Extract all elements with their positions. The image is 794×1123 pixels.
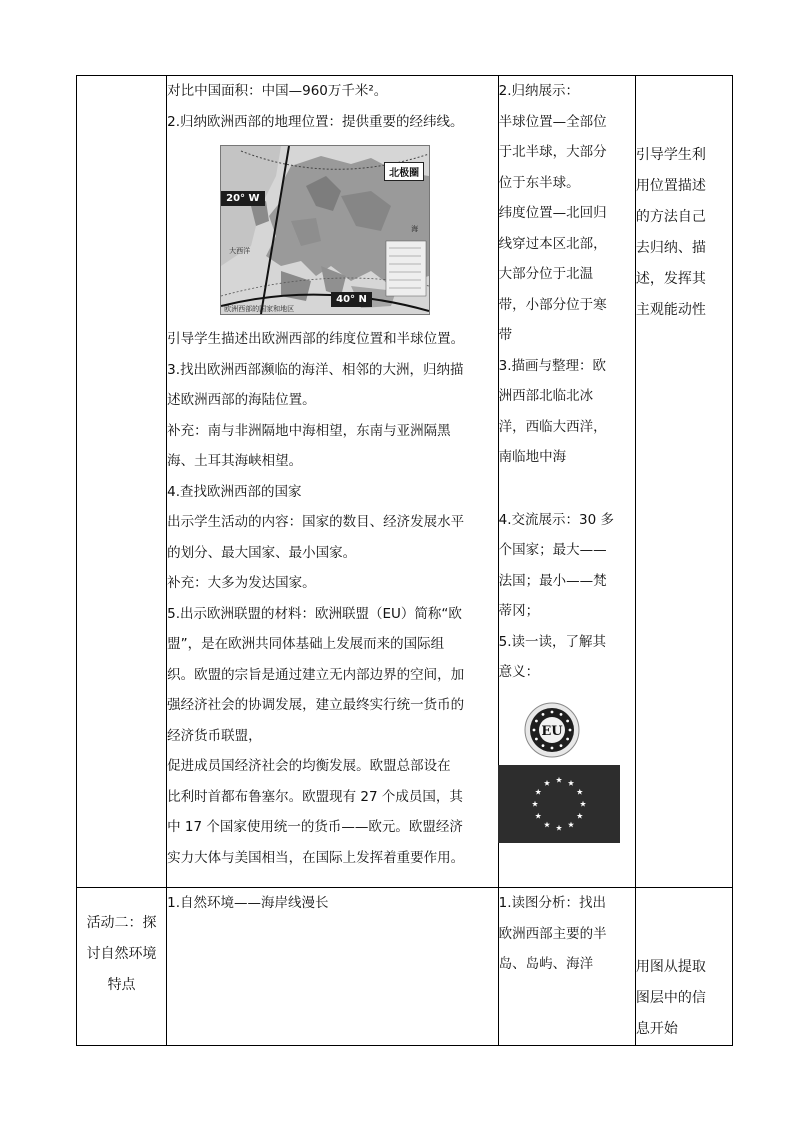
text-line: 半球位置—全部位	[498, 113, 607, 130]
text-line: 活动二：探	[86, 915, 157, 931]
text-line: 线穿过本区北部，	[498, 235, 607, 252]
activity-cell	[77, 888, 167, 1046]
text-line: 补充：大多为发达国家。	[167, 575, 316, 591]
text-line: 带，小部分位于寒	[498, 296, 607, 313]
text-line: 3.描画与整理：欧	[498, 357, 607, 374]
flag-star	[568, 780, 574, 786]
flag-star	[544, 780, 550, 786]
text-line: 主观能动性	[635, 302, 706, 318]
europe-map	[220, 145, 430, 315]
eu-logo-icon	[524, 702, 580, 758]
map-caption: 欧洲西部的国家和地区	[224, 305, 295, 313]
flag-star	[568, 821, 574, 827]
flag-star	[576, 788, 582, 794]
text-line: 2.归纳欧洲西部的地理位置：提供重要的经纬线。	[167, 113, 464, 130]
flag-star	[535, 812, 541, 818]
flag-star	[556, 776, 562, 782]
text-line: 洋，西临大西洋，	[498, 418, 607, 435]
text-line: 5.出示欧洲联盟的材料：欧洲联盟（EU）简称“欧	[167, 605, 462, 622]
text-line: 1.自然环境——海岸线漫长	[167, 895, 329, 911]
longitude-20w-tag: 20° W	[221, 191, 264, 206]
text-line: 特点	[107, 977, 136, 993]
text-line: 岛、岛屿、海洋	[498, 956, 594, 972]
text-line: 述欧洲西部的海陆位置。	[167, 392, 316, 408]
text-line: 位于东半球。	[498, 174, 580, 191]
text-line: 补充：南与非洲隔地中海相望，东南与亚洲隔黑	[167, 422, 451, 439]
text-line: 1.读图分析：找出	[498, 895, 607, 911]
text-line: 大部分位于北温	[498, 266, 594, 282]
text-line: 法国；最小——梵	[498, 572, 607, 589]
lesson-plan-table	[76, 75, 733, 1046]
text-line: 息开始	[635, 1021, 678, 1037]
text-line: 讨自然环境	[86, 946, 157, 962]
flag-star	[544, 821, 550, 827]
text-line: 2.归纳展示：	[498, 83, 580, 99]
teacher-activity-cell	[167, 76, 499, 888]
text-line: 个国家；最大——	[498, 542, 607, 558]
text-line: 5.读一读，了解其	[498, 633, 607, 650]
text-line: 4.交流展示：30 多	[498, 511, 614, 528]
text-line: 纬度位置—北回归	[498, 205, 607, 221]
student-activity-cell	[498, 76, 635, 888]
text-line: 的方法自己	[635, 209, 706, 225]
text-line: 盟”，是在欧洲共同体基础上发展而来的国际组	[167, 636, 445, 652]
text-line: 4.查找欧洲西部的国家	[167, 483, 302, 500]
activity-cell-empty	[77, 76, 167, 888]
text-line: 用位置描述	[635, 178, 706, 194]
text-line: 述，发挥其	[635, 271, 706, 287]
map-label-sea: 海	[411, 225, 419, 233]
design-intent-cell	[635, 76, 732, 888]
flag-star	[535, 788, 541, 794]
table-row	[77, 76, 733, 888]
flag-star	[532, 800, 538, 806]
text-line: 强经济社会的协调发展，建立最终实行统一货币的	[167, 697, 465, 713]
design-intent-cell	[635, 888, 732, 1046]
text-line: 用图从提取	[635, 959, 706, 975]
map-label-atlantic: 大西洋	[229, 247, 251, 255]
latitude-40n-tag: 40° N	[331, 292, 372, 307]
text-line: 意义：	[498, 664, 540, 680]
text-line: 经济货币联盟，	[167, 727, 262, 744]
text-line: 南临地中海	[498, 449, 567, 465]
text-line: 中 17 个国家使用统一的货币——欧元。欧盟经济	[167, 819, 463, 835]
text-line: 于北半球，大部分	[498, 144, 607, 160]
text-line: 比利时首都布鲁塞尔。欧盟现有 27 个成员国，其	[167, 788, 463, 805]
arctic-circle-tag: 北极圈	[384, 162, 424, 181]
text-line: 带	[498, 327, 513, 343]
text-line: 去归纳、描	[635, 240, 706, 256]
text-line: 织。欧盟的宗旨是通过建立无内部边界的空间，加	[167, 666, 465, 683]
flag-star	[576, 812, 582, 818]
text-line: 促进成员国经济社会的均衡发展。欧盟总部设在	[167, 758, 451, 774]
text-line: 欧洲西部主要的半	[498, 925, 607, 942]
text-line: 实力大体与美国相当，在国际上发挥着重要作用。	[167, 849, 465, 866]
text-line: 3.找出欧洲西部濒临的海洋、相邻的大洲，归纳描	[167, 361, 464, 378]
flag-star	[580, 800, 586, 806]
table-row	[77, 888, 733, 1046]
text-line: 图层中的信	[635, 990, 706, 1006]
text-line: 出示学生活动的内容：国家的数目、经济发展水平	[167, 514, 465, 530]
flag-star	[556, 824, 562, 830]
text-line: 对比中国面积：中国—960万千米²。	[167, 83, 388, 99]
eu-flag	[498, 765, 620, 843]
teacher-activity-cell	[167, 888, 499, 1046]
text-line: 引导学生利	[635, 147, 706, 163]
text-line: 的划分、最大国家、最小国家。	[167, 544, 357, 561]
eu-logo-text: EU	[541, 723, 563, 739]
text-line: 洲西部北临北冰	[498, 388, 594, 404]
student-activity-cell	[498, 888, 635, 1046]
text-line: 蒂冈；	[498, 603, 540, 619]
text-line: 引导学生描述出欧洲西部的纬度位置和半球位置。	[167, 331, 465, 347]
text-line: 海、土耳其海峡相望。	[167, 453, 303, 469]
